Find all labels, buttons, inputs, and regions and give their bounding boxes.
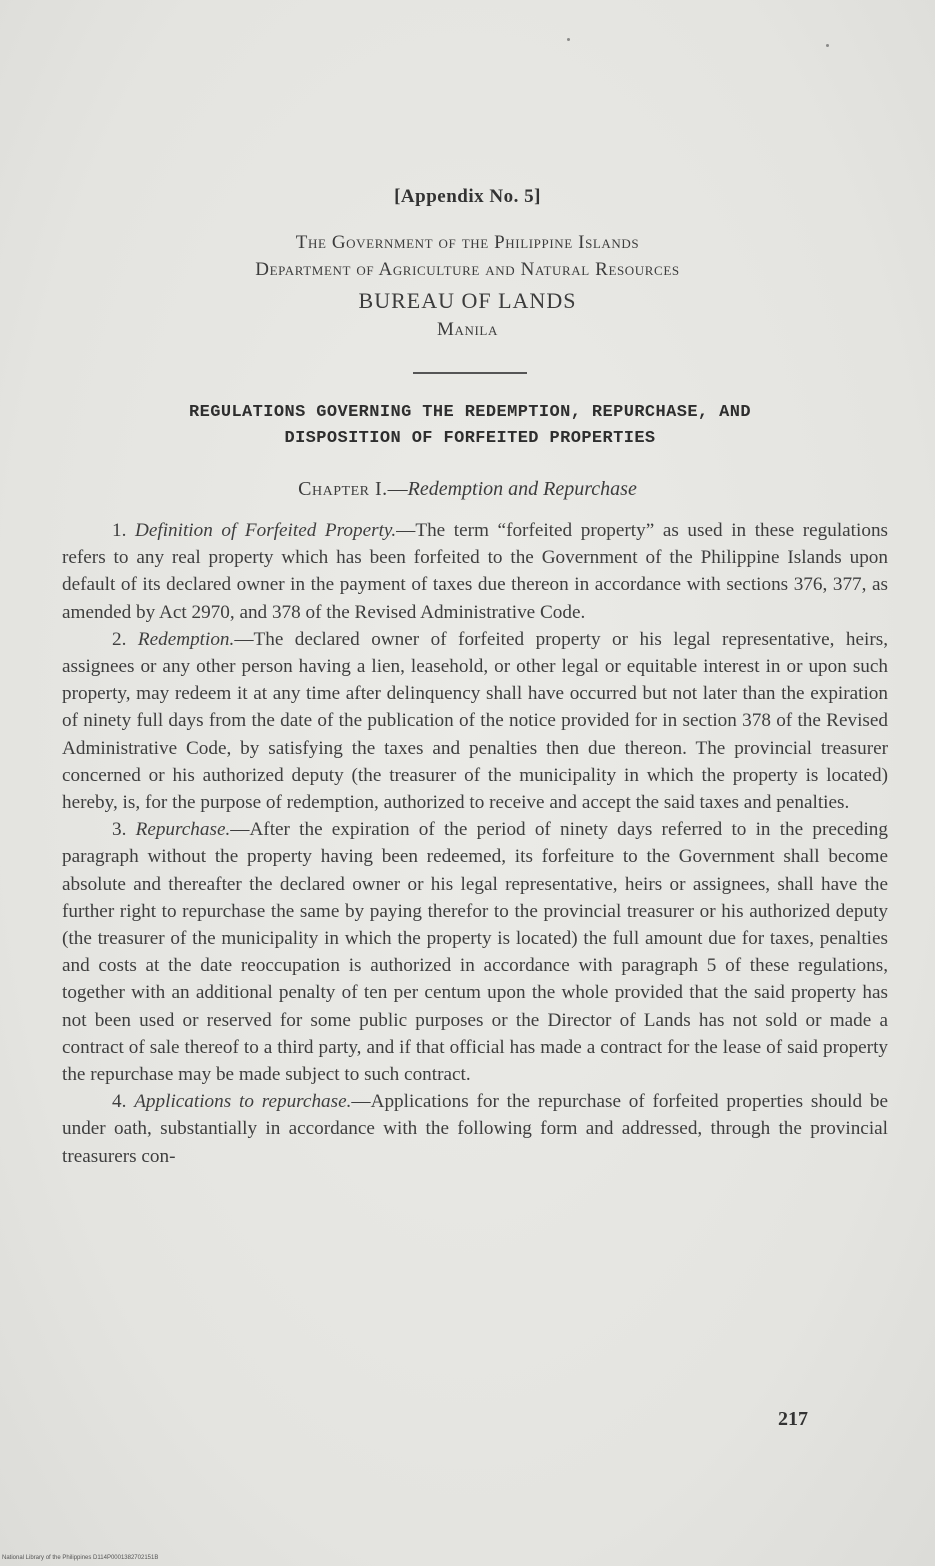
paragraph-number: 4. [112,1091,127,1113]
title-line: REGULATIONS GOVERNING THE REDEMPTION, REPURCHASE, AND [189,403,751,422]
scan-speck [826,44,829,47]
chapter-heading [0,478,935,501]
paragraph-redemption: 2. Redemption.—The declared owner of forfeited property or his legal representative, heirs, assignees or any other person having a lien, leasehold, or other legal or equitable interest in or upon such property, may redeem it at any time after delinquency shall have occurred but not later than the expiration of ninety full days from the date of the publication of the notice provided for in section 378 of the Revised Administrative Code, by satisfying the taxes and penalties then due thereon. The provincial treasurer concerned or his authorized deputy (the treasurer of the municipality in which the property is located) hereby, is, for the purpose of redemption, authorized to receive and accept the said taxes and penalties. [62,628,889,814]
paragraph-applications: 4. Applications to repurchase.—Applications for the repurchase of forfeited properties should be under oath, substantially in accordance with the following form and addressed, through the provincial treasurers con- [62,1091,888,1167]
title-line: DISPOSITION OF FORFEITED PROPERTIES [284,429,656,448]
scan-footer: National Library of the Philippines D114P0001382702151B [2,1555,159,1561]
paragraph-number: 3. [112,819,127,841]
paragraph-text: After the expiration of the period of ninety days referred to in the preceding paragraph without the property having been redeemed, its forfeiture to the Government shall become absolute and thereafter the declared owner or his legal representative, heirs or assignees, shall have the further right to repurchase the same by paying therefor to the provincial treasurer or his authorized deputy (the treasurer of the municipality in which the property is located) the full amount due for taxes, penalties and costs at the date reoccupation is authorized in accordance with paragraph 5 of these regulations, together with an additional penalty of ten per centum upon the whole provided that the said property has not been used or reserved for some public purposes or the Director of Lands has not sold or made a contract of sale thereof to a third party, and if that official has made a contract for the lease of said property the repurchase may be made subject to such contract. [62,819,888,1086]
regulation-body [62,517,888,1170]
scan-speck [567,38,570,41]
department-heading: Department of Agriculture and Natural Resources [255,259,680,280]
regulations-title [70,400,870,452]
government-heading: The Government of the Philippine Islands [295,232,640,253]
chapter-label: Chapter I. [298,478,388,500]
paragraph-text: The term “forfeited property” as used in these regulations refers to any real property which has been forfeited to the Government of the Philippine Islands upon default of its declared owner in the payment of taxes due thereon in accordance with sections 376, 377, as amended by Act 2970, and 378 of the Revised Administrative Code. [62,520,888,623]
chapter-dash: — [387,478,408,500]
paragraph-repurchase: 3. Repurchase.—After the expiration of the period of ninety days referred to in the preceding paragraph without the property having been redeemed, its forfeiture to the Government shall become absolute and thereafter the declared owner or his legal representative, heirs or assignees, shall have the further right to repurchase the same by paying therefor to the provincial treasurer or his authorized deputy (the treasurer of the municipality in which the property is located) the full amount due for taxes, penalties and costs at the date reoccupation is authorized in accordance with paragraph 5 of these regulations, together with an additional penalty of ten per centum upon the whole provided that the said property has not been used or reserved for some public purposes or the Director of Lands has not sold or made a contract of sale thereof to a third party, and if that official has made a contract for the lease of said property the repurchase may be made subject to such contract. [62,819,888,1086]
paragraph-heading: Definition of Forfeited Property. [135,520,397,541]
appendix-label: [Appendix No. 5] [394,186,541,207]
section-divider [413,372,527,374]
paragraph-number: 2. [112,628,127,650]
paragraph-heading: Repurchase. [135,819,231,841]
paragraph-number: 1. [112,520,127,541]
page-number: 217 [778,1408,808,1430]
paragraph-heading: Applications to repurchase. [134,1091,352,1113]
chapter-title: Redemption and Repurchase [407,478,637,500]
paragraph-text: Applications for the repurchase of forfeited properties should be under oath, substantially in accordance with the following form and addressed, through the provincial treasurers con- [62,1091,888,1167]
paragraph-definition: 1. Definition of Forfeited Property.—The term “forfeited property” as used in these regulations refers to any real property which has been forfeited to the Government of the Philippine Islands upon default of its declared owner in the payment of taxes due thereon in accordance with sections 376, 377, as amended by Act 2970, and 378 of the Revised Administrative Code. [62,520,888,623]
paragraph-text: The declared owner of forfeited property or his legal representative, heirs, assignees or any other person having a lien, leasehold, or other legal or equitable interest in or upon such property, may redeem it at any time after delinquency shall have occurred but not later than the expiration of ninety full days from the date of the publication of the notice provided for in section 378 of the Revised Administrative Code, by satisfying the taxes and penalties then due thereon. The provincial treasurer concerned or his authorized deputy (the treasurer of the municipality in which the property is located) hereby, is, for the purpose of redemption, authorized to receive and accept the said taxes and penalties. [62,628,889,814]
city-heading: Manila [437,319,498,340]
paragraph-heading: Redemption. [137,628,235,650]
bureau-heading: BUREAU OF LANDS [358,288,577,313]
